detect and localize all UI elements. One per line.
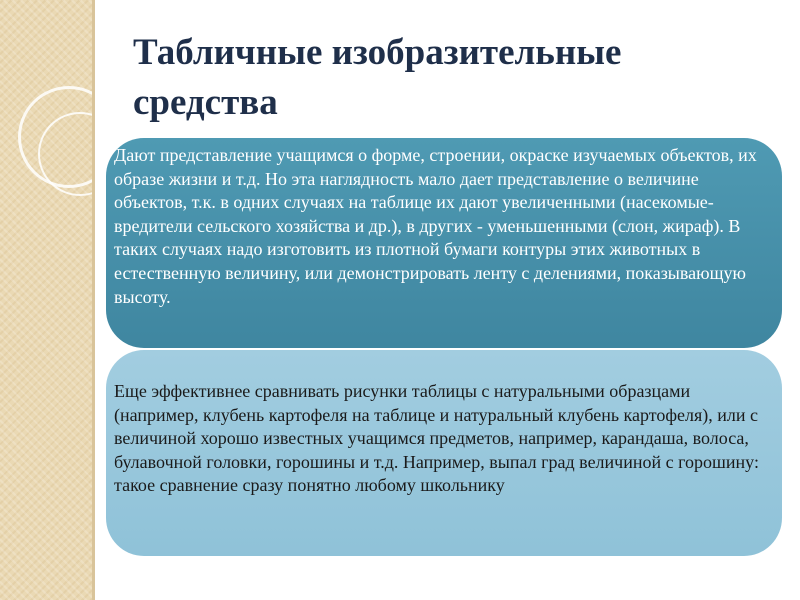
slide-title: Табличные изобразительные средства xyxy=(133,32,622,123)
content-block-primary xyxy=(106,138,782,348)
content-block-secondary-text: Еще эффективнее сравнивать рисунки таблицы с натуральными образцами (например, клубень картофеля на таблице и натуральный клубень картофеля), или с величиной хорошо известных учащимся предметов, например, карандаша, волоса, булавочной головки, горошины и т.д. Например, выпал град величиной с горошину: такое сравнение сразу понятно любому школьнику xyxy=(114,381,759,496)
content-block-secondary xyxy=(106,350,782,556)
decorative-side-strip xyxy=(0,0,92,600)
side-divider xyxy=(92,0,95,600)
content-block-primary-text: Дают представление учащимся о форме, строении, окраске изучаемых объектов, их образе жизни и т.д. Но эта наглядность мало дает представление о величине объектов, т.к. в одних случаях на таблице их дают увеличенными (насекомые-вредители сельского хозяйства и др.), в других - уменьшенными (слон, жираф). В таких случаях надо изготовить из плотной бумаги контуры этих животных в естественную величину, или демонстрировать ленту с делениями, показывающую высоту. xyxy=(114,145,757,307)
